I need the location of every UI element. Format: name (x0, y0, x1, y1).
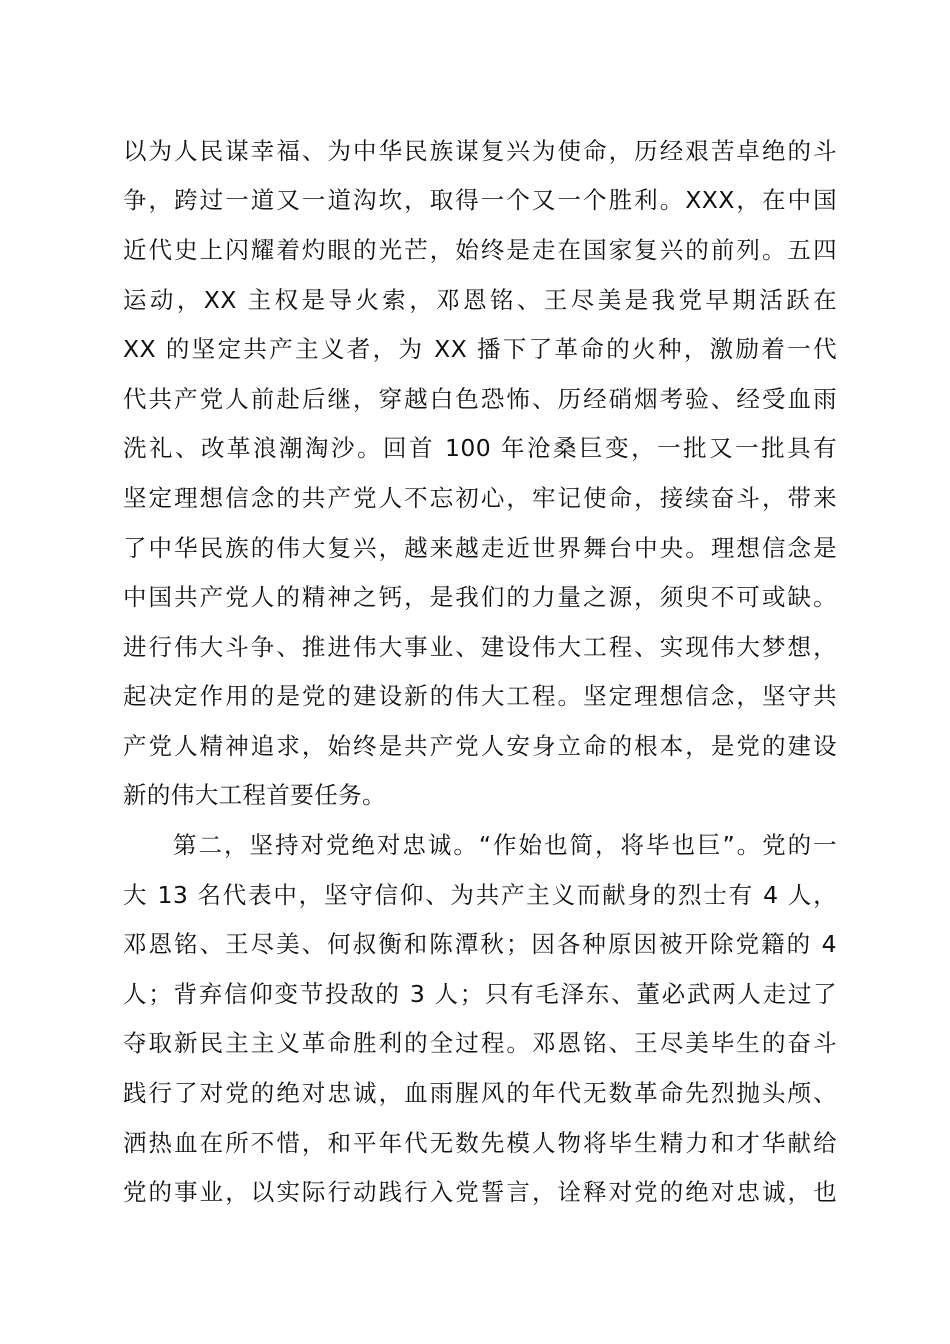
text-line: 洗礼、改革浪潮淘沙。回首 100 年沧桑巨变，一批又一批具有 (123, 434, 837, 462)
text-line: 以为人民谋幸福、为中华民族谋复兴为使命，历经艰苦卓绝的斗 (123, 137, 837, 165)
text-line: 代共产党人前赴后继，穿越白色恐怖、历经硝烟考验、经受血雨 (123, 385, 837, 413)
text-line: 党的事业，以实际行动践行入党誓言，诠释对党的绝对忠诚，也 (123, 1178, 837, 1206)
text-line: 了中华民族的伟大复兴，越来越走近世界舞台中央。理想信念是 (123, 534, 837, 562)
text-line: 进行伟大斗争、推进伟大事业、建设伟大工程、实现伟大梦想， (123, 633, 837, 661)
text-line: 第二，坚持对党绝对忠诚。“作始也简，将毕也巨”。党的一 (173, 831, 837, 859)
text-line: 大 13 名代表中，坚守信仰、为共产主义而献身的烈士有 4 人， (123, 881, 837, 909)
text-line: 争，跨过一道又一道沟坎，取得一个又一个胜利。XXX，在中国 (123, 186, 837, 214)
text-line: 近代史上闪耀着灼眼的光芒，始终是走在国家复兴的前列。五四 (123, 236, 837, 264)
text-line: 起决定作用的是党的建设新的伟大工程。坚定理想信念，坚守共 (123, 682, 837, 710)
text-line: 运动，XX 主权是导火索，邓恩铭、王尽美是我党早期活跃在 (123, 286, 837, 314)
text-line: 洒热血在所不惜，和平年代无数先模人物将毕生精力和才华献给 (123, 1129, 837, 1157)
text-line: 践行了对党的绝对忠诚，血雨腥风的年代无数革命先烈抛头颅、 (123, 1079, 837, 1107)
text-line: 坚定理想信念的共产党人不忘初心，牢记使命，接续奋斗，带来 (123, 484, 837, 512)
text-line: 邓恩铭、王尽美、何叔衡和陈潭秋；因各种原因被开除党籍的 4 (123, 930, 837, 958)
text-line: 夺取新民主主义革命胜利的全过程。邓恩铭、王尽美毕生的奋斗 (123, 1029, 837, 1057)
text-line: 人；背弃信仰变节投敌的 3 人；只有毛泽东、董必武两人走过了 (123, 980, 837, 1008)
text-line: 产党人精神追求，始终是共产党人安身立命的根本，是党的建设 (123, 732, 837, 760)
text-line: 新的伟大工程首要任务。 (123, 781, 386, 809)
text-line: 中国共产党人的精神之钙，是我们的力量之源，须臾不可或缺。 (123, 583, 837, 611)
text-line: XX 的坚定共产主义者，为 XX 播下了革命的火种，激励着一代 (123, 335, 837, 363)
